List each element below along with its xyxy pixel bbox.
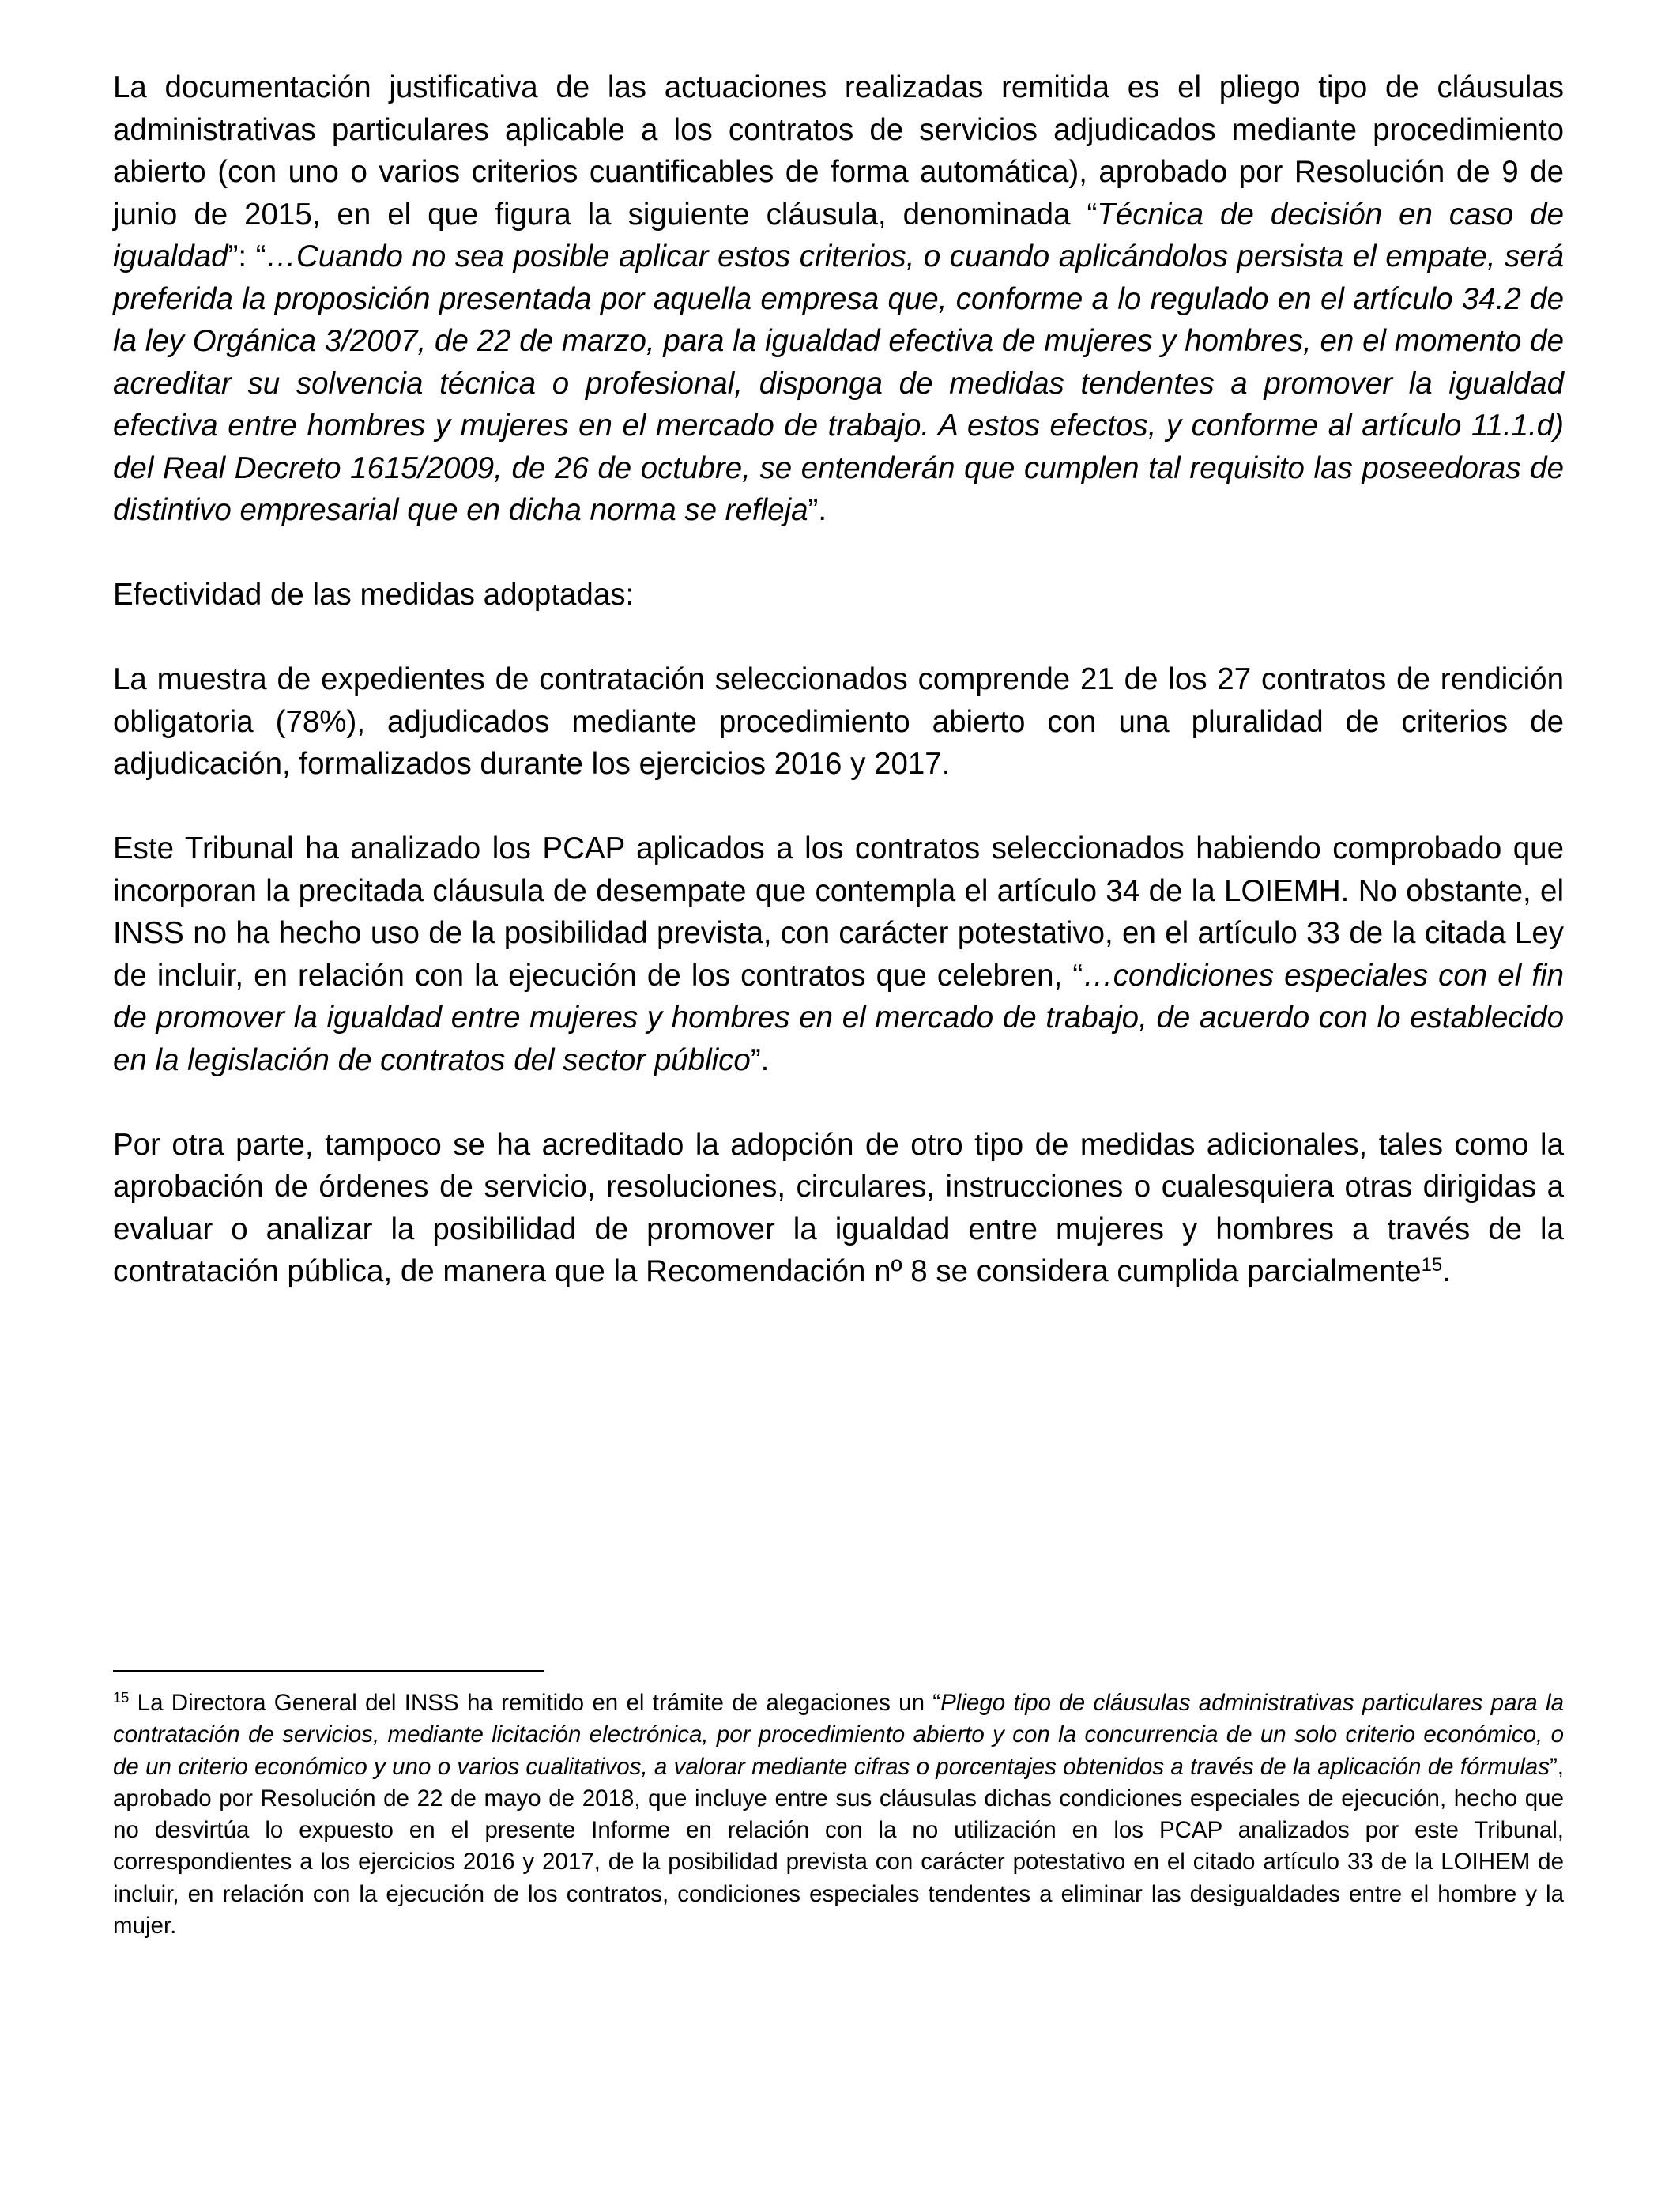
section-heading-efectividad: Efectividad de las medidas adoptadas: xyxy=(113,578,635,612)
footnote-text: La Directora General del INSS ha remitido en el trámite de alegaciones un “ xyxy=(129,1690,941,1716)
footnote-pliego-title: Pliego tipo de cláusulas administrativas particulares para la contratación de servicios, mediante licitación electrónica, por procedimiento abierto y con la concurrencia de un solo criterio económico, o de un criterio económico y uno o varios cualitativos, a valorar mediante cifras o porcentajes obtenidos a través de la aplicación de fórmulas xyxy=(113,1690,1564,1780)
paragraph-text: ”: “ xyxy=(228,239,266,273)
paragraph-text: La documentación justificativa de las actuaciones realizadas remitida es el pliego tipo de cláusulas administrativas particulares aplicable a los contratos de servicios adjudicados mediante procedimiento abierto (con uno o varios criterios cuantificables de forma automática), aprobado por Resolución de 9 de junio de 2015, en el que figura la siguiente cláusula, denominada “ xyxy=(113,70,1564,232)
document-body xyxy=(113,66,1564,1335)
paragraph-text: Este Tribunal ha analizado los PCAP aplicados a los contratos seleccionados habiendo comprobado que incorporan la precitada cláusula de desempate que contempla el artículo 34 de la LOIEMH. No obstante, el INSS no ha hecho uso de la posibilidad prevista, con carácter potestativo, en el artículo 33 de la citada Ley de incluir, en relación con la ejecución de los contratos que celebren, “ xyxy=(113,831,1564,993)
paragraph-text: ”. xyxy=(750,1042,770,1077)
footnote-reference: 15 xyxy=(1421,1253,1443,1276)
paragraph-tribunal-analisis xyxy=(113,827,1564,1081)
law-quote: …condiciones especiales con el fin de promover la igualdad entre mujeres y hombres en el mercado de trabajo, de acuerdo con lo establecido en la legislación de contratos del sector público xyxy=(113,958,1564,1077)
paragraph-text: Por otra parte, tampoco se ha acreditado la adopción de otro tipo de medidas adicionales, tales como la aprobación de órdenes de servicio, resoluciones, circulares, instrucciones o cualesquiera otras dirigidas a evaluar o analizar la posibilidad de promover la igualdad entre mujeres y hombres a través de la contratación pública, de manera que la Recomendación nº 8 se considera cumplida parcialmente xyxy=(113,1127,1564,1288)
paragraph-text: ”. xyxy=(808,493,827,527)
paragraph-pliego-tipo xyxy=(113,66,1564,532)
clause-quote: …Cuando no sea posible aplicar estos criterios, o cuando aplicándolos persista el empate, será preferida la proposición presentada por aquella empresa que, conforme a lo regulado en el artículo 34.2 de la ley Orgánica 3/2007, de 22 de marzo, para la igualdad efectiva de mujeres y hombres, en el momento de acreditar su solvencia técnica o profesional, disponga de medidas tendentes a promover la igualdad efectiva entre hombres y mujeres en el mercado de trabajo. A estos efectos, y conforme al artículo 11.1.d) del Real Decreto 1615/2009, de 26 de octubre, se entenderán que cumplen tal requisito las poseedoras de distintivo empresarial que en dicha norma se refleja xyxy=(113,239,1564,527)
footnote-text: ”, aprobado por Resolución de 22 de mayo de 2018, que incluye entre sus cláusulas dichas condiciones especiales de ejecución, hecho que no desvirtúa lo expuesto en el presente Informe en relación con la no utilización en los PCAP analizados por este Tribunal, correspondientes a los ejercicios 2016 y 2017, de la posibilidad prevista con carácter potestativo en el citado artículo 33 de la LOIHEM de incluir, en relación con la ejecución de los contratos, condiciones especiales tendentes a eliminar las desigualdades entre el hombre y la mujer. xyxy=(113,1753,1564,1940)
footnote-15 xyxy=(113,1687,1564,1942)
paragraph-text: . xyxy=(1442,1254,1451,1288)
paragraph-conclusion xyxy=(113,1124,1564,1293)
paragraph-muestra: La muestra de expedientes de contratación seleccionados comprende 21 de los 27 contratos de rendición obligatoria (78%), adjudicados mediante procedimiento abierto con una pluralidad de criterios de adjudicación, formalizados durante los ejercicios 2016 y 2017. xyxy=(113,662,1564,781)
footnote-separator xyxy=(113,1670,544,1672)
footnote-number: 15 xyxy=(113,1688,130,1706)
clause-title: Técnica de decisión en caso de igualdad xyxy=(113,197,1564,273)
